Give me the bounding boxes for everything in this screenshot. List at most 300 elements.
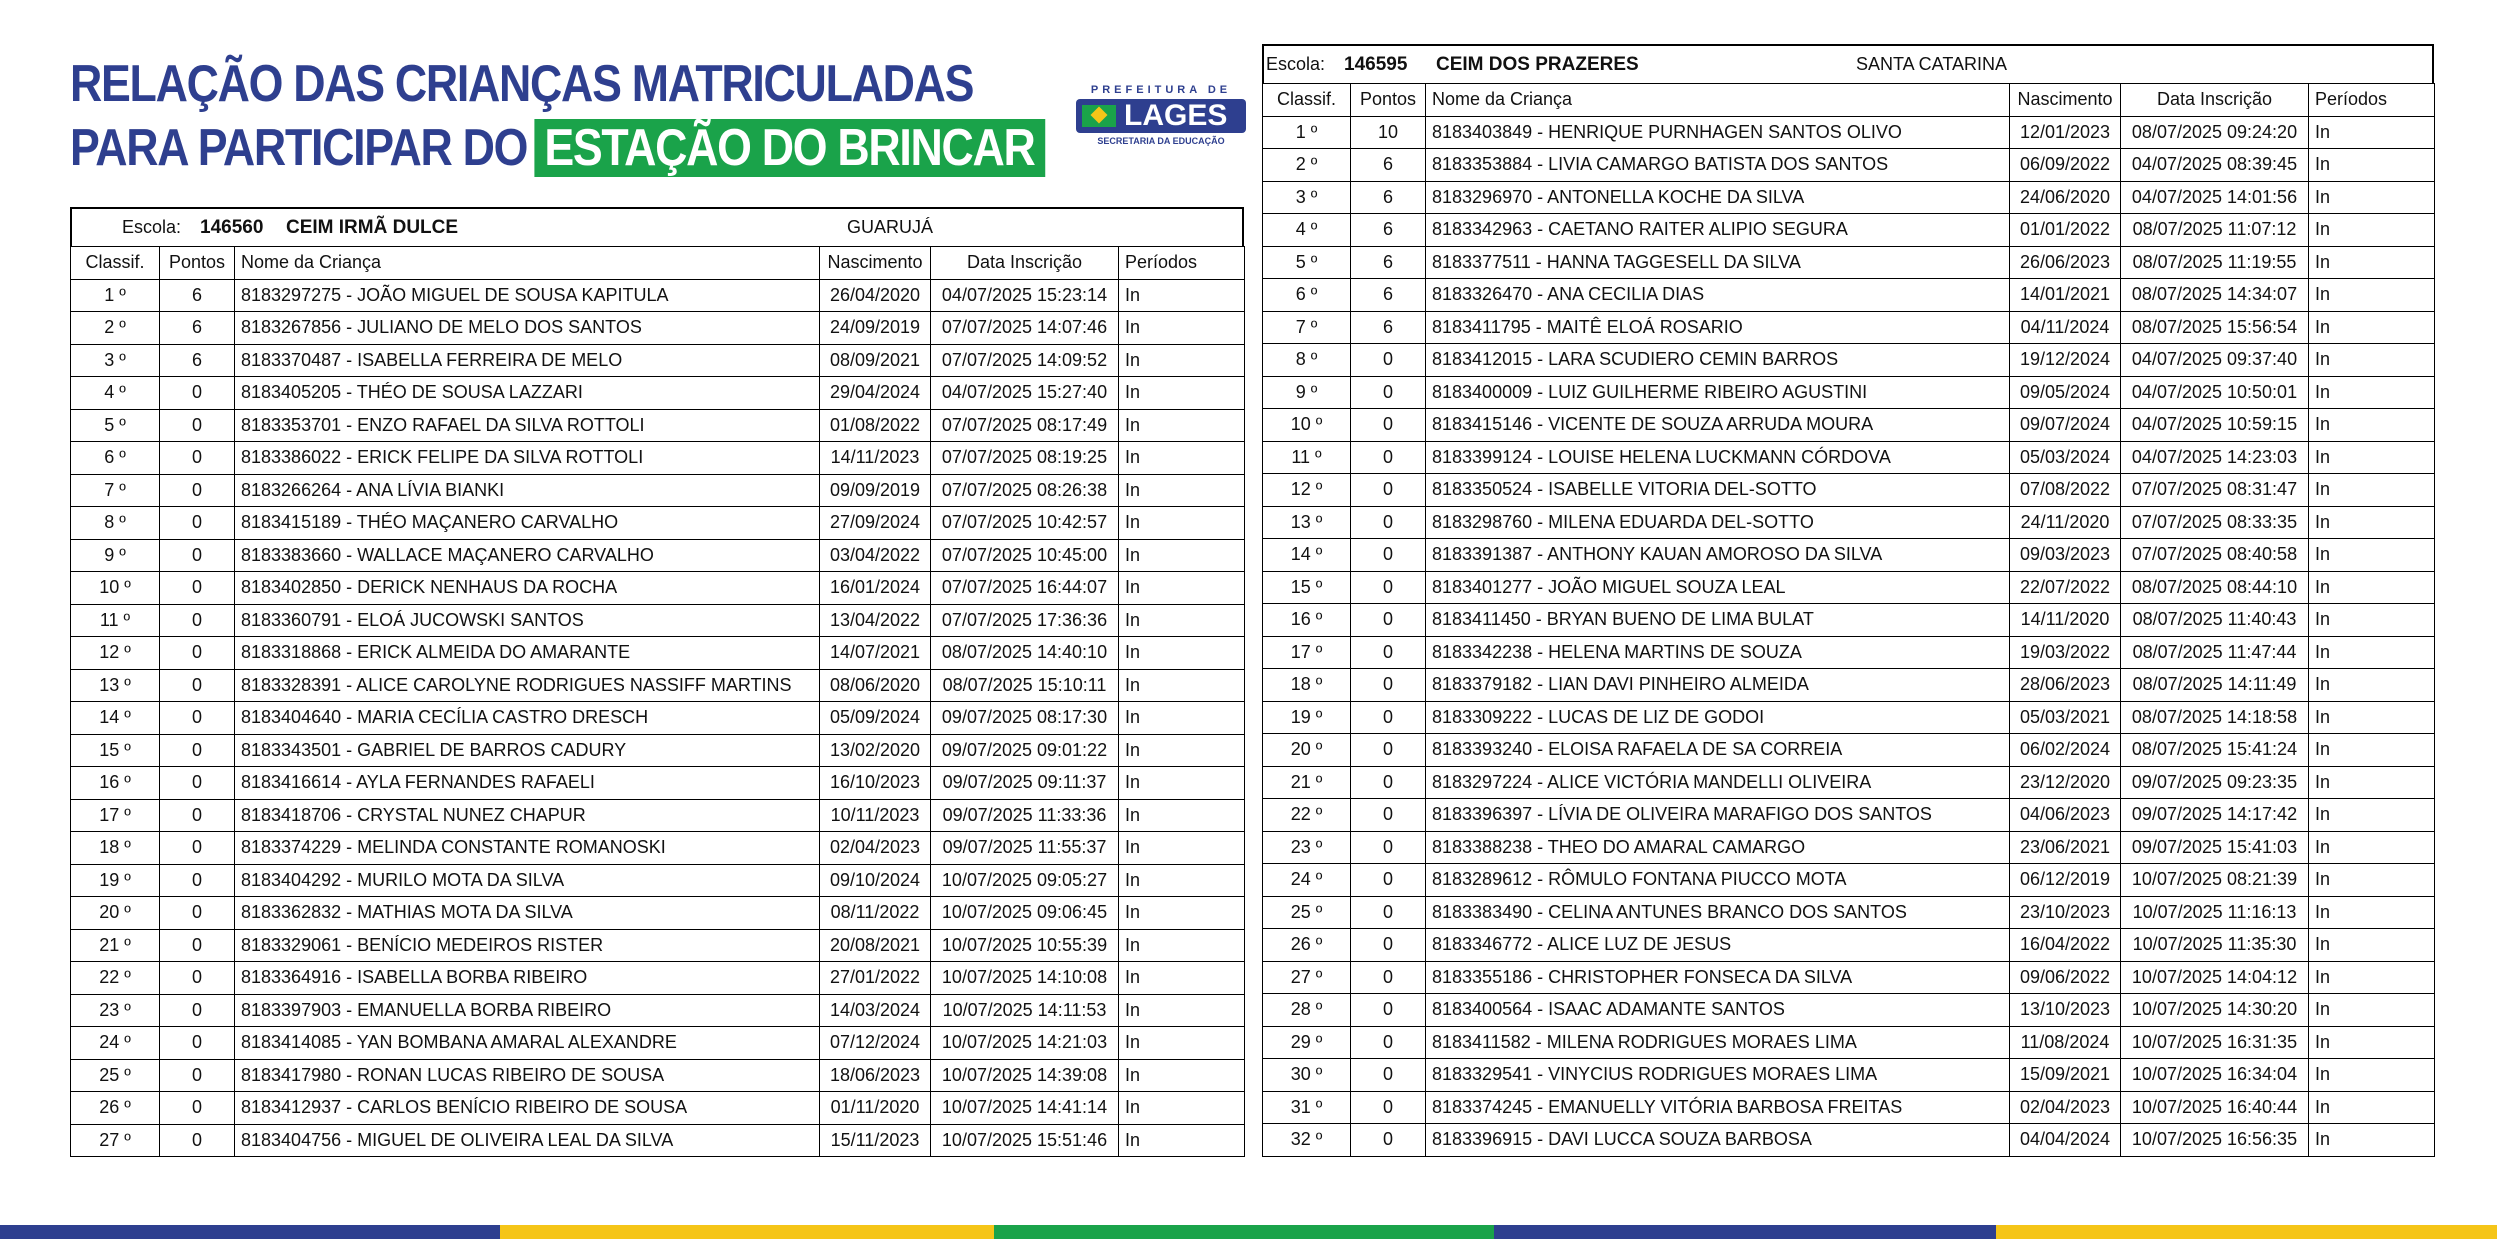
nascimento-cell: 01/01/2022: [2010, 214, 2121, 247]
periodos-cell: In: [2309, 181, 2435, 214]
table-row: [71, 507, 1245, 540]
table-row: [1263, 1091, 2435, 1124]
nascimento-cell: 23/06/2021: [2010, 831, 2121, 864]
pontos-cell: 0: [160, 864, 235, 897]
nascimento-cell: 14/03/2024: [820, 994, 931, 1027]
nome-cell: 8183326470 - ANA CECILIA DIAS: [1426, 279, 2010, 312]
nome-cell: 8183388238 - THEO DO AMARAL CAMARGO: [1426, 831, 2010, 864]
classif-cell: 9 º: [1263, 376, 1351, 409]
periodos-cell: In: [1119, 994, 1245, 1027]
nascimento-cell: 11/08/2024: [2010, 1026, 2121, 1059]
periodos-cell: In: [1119, 864, 1245, 897]
periodos-cell: In: [1119, 1027, 1245, 1060]
periodos-cell: In: [1119, 1059, 1245, 1092]
nome-cell: 8183360791 - ELOÁ JUCOWSKI SANTOS: [235, 604, 820, 637]
footer-stripe-yellow-2: [1996, 1225, 2497, 1239]
nome-cell: 8183396915 - DAVI LUCCA SOUZA BARBOSA: [1426, 1124, 2010, 1157]
periodos-cell: In: [2309, 376, 2435, 409]
inscricao-cell: 09/07/2025 11:33:36: [931, 799, 1119, 832]
pontos-cell: 6: [1351, 181, 1426, 214]
pontos-cell: 0: [1351, 864, 1426, 897]
nome-cell: 8183297275 - JOÃO MIGUEL DE SOUSA KAPITULA: [235, 279, 820, 312]
inscricao-cell: 09/07/2025 15:41:03: [2121, 831, 2309, 864]
classif-cell: 19 º: [71, 864, 160, 897]
classif-cell: 1 º: [1263, 116, 1351, 149]
table-header-row: [1263, 84, 2435, 117]
inscricao-cell: 10/07/2025 14:11:53: [931, 994, 1119, 1027]
table-header-row: [71, 247, 1245, 280]
nome-cell: 8183396397 - LÍVIA DE OLIVEIRA MARAFIGO DOS SANTOS: [1426, 799, 2010, 832]
col-nome-header: Nome da Criança: [235, 247, 820, 280]
pontos-cell: 0: [1351, 1124, 1426, 1157]
periodos-cell: In: [1119, 279, 1245, 312]
nascimento-cell: 09/06/2022: [2010, 961, 2121, 994]
table-row: [1263, 181, 2435, 214]
nascimento-cell: 27/01/2022: [820, 962, 931, 995]
classif-cell: 14 º: [71, 702, 160, 735]
col-classif-header: Classif.: [71, 247, 160, 280]
nascimento-cell: 16/01/2024: [820, 572, 931, 605]
periodos-cell: In: [2309, 539, 2435, 572]
inscricao-cell: 08/07/2025 11:19:55: [2121, 246, 2309, 279]
nome-cell: 8183328391 - ALICE CAROLYNE RODRIGUES NASSIFF MARTINS: [235, 669, 820, 702]
periodos-cell: In: [1119, 702, 1245, 735]
pontos-cell: 0: [160, 734, 235, 767]
col-nome-header: Nome da Criança: [1426, 84, 2010, 117]
periodos-cell: In: [2309, 799, 2435, 832]
inscricao-cell: 07/07/2025 08:33:35: [2121, 506, 2309, 539]
table-row: [1263, 929, 2435, 962]
inscricao-cell: 07/07/2025 08:17:49: [931, 409, 1119, 442]
nascimento-cell: 14/11/2020: [2010, 604, 2121, 637]
nascimento-cell: 01/08/2022: [820, 409, 931, 442]
inscricao-cell: 07/07/2025 14:07:46: [931, 312, 1119, 345]
school-district: GUARUJÁ: [847, 217, 934, 237]
pontos-cell: 0: [160, 994, 235, 1027]
table-row: [1263, 279, 2435, 312]
classif-cell: 2 º: [1263, 149, 1351, 182]
classif-cell: 1 º: [71, 279, 160, 312]
periodos-cell: In: [2309, 1026, 2435, 1059]
classif-cell: 7 º: [71, 474, 160, 507]
table-row: [1263, 994, 2435, 1027]
classif-cell: 23 º: [71, 994, 160, 1027]
pontos-cell: 6: [1351, 279, 1426, 312]
classif-cell: 24 º: [71, 1027, 160, 1060]
pontos-cell: 0: [1351, 1091, 1426, 1124]
periodos-cell: In: [2309, 766, 2435, 799]
school-panel-right: [1262, 44, 2434, 1157]
inscricao-cell: 08/07/2025 11:47:44: [2121, 636, 2309, 669]
inscricao-cell: 10/07/2025 15:51:46: [931, 1124, 1119, 1157]
nome-cell: 8183400009 - LUIZ GUILHERME RIBEIRO AGUSTINI: [1426, 376, 2010, 409]
table-row: [1263, 149, 2435, 182]
nascimento-cell: 05/03/2024: [2010, 441, 2121, 474]
periodos-cell: In: [2309, 506, 2435, 539]
classif-cell: 31 º: [1263, 1091, 1351, 1124]
classif-cell: 11 º: [1263, 441, 1351, 474]
periodos-cell: In: [2309, 669, 2435, 702]
nome-cell: 8183391387 - ANTHONY KAUAN AMOROSO DA SILVA: [1426, 539, 2010, 572]
pontos-cell: 0: [160, 442, 235, 475]
classif-cell: 15 º: [1263, 571, 1351, 604]
classif-cell: 32 º: [1263, 1124, 1351, 1157]
nome-cell: 8183383490 - CELINA ANTUNES BRANCO DOS SANTOS: [1426, 896, 2010, 929]
table-row: [1263, 799, 2435, 832]
nascimento-cell: 19/12/2024: [2010, 344, 2121, 377]
pontos-cell: 0: [160, 539, 235, 572]
inscricao-cell: 10/07/2025 14:41:14: [931, 1092, 1119, 1125]
flag-icon: [1082, 105, 1116, 127]
inscricao-cell: 07/07/2025 10:45:00: [931, 539, 1119, 572]
table-row: [71, 312, 1245, 345]
inscricao-cell: 07/07/2025 08:31:47: [2121, 474, 2309, 507]
nome-cell: 8183374229 - MELINDA CONSTANTE ROMANOSKI: [235, 832, 820, 865]
inscricao-cell: 04/07/2025 15:27:40: [931, 377, 1119, 410]
nome-cell: 8183364916 - ISABELLA BORBA RIBEIRO: [235, 962, 820, 995]
table-row: [71, 279, 1245, 312]
nascimento-cell: 28/06/2023: [2010, 669, 2121, 702]
col-pontos-header: Pontos: [1351, 84, 1426, 117]
inscricao-cell: 10/07/2025 11:16:13: [2121, 896, 2309, 929]
table-row: [1263, 896, 2435, 929]
table-row: [71, 572, 1245, 605]
nascimento-cell: 24/11/2020: [2010, 506, 2121, 539]
nascimento-cell: 24/09/2019: [820, 312, 931, 345]
nome-cell: 8183353701 - ENZO RAFAEL DA SILVA ROTTOLI: [235, 409, 820, 442]
periodos-cell: In: [2309, 441, 2435, 474]
table-row: [1263, 1059, 2435, 1092]
periodos-cell: In: [2309, 864, 2435, 897]
table-row: [1263, 376, 2435, 409]
periodos-cell: In: [2309, 149, 2435, 182]
classif-cell: 12 º: [71, 637, 160, 670]
col-periodos-header: Períodos: [2309, 84, 2435, 117]
pontos-cell: 0: [160, 669, 235, 702]
pontos-cell: 0: [1351, 539, 1426, 572]
nome-cell: 8183416614 - AYLA FERNANDES RAFAELI: [235, 767, 820, 800]
table-row: [1263, 831, 2435, 864]
periodos-cell: In: [2309, 1124, 2435, 1157]
nascimento-cell: 08/06/2020: [820, 669, 931, 702]
periodos-cell: In: [1119, 1092, 1245, 1125]
table-row: [71, 474, 1245, 507]
table-row: [1263, 474, 2435, 507]
nascimento-cell: 22/07/2022: [2010, 571, 2121, 604]
school-name: CEIM IRMÃ DULCE: [286, 217, 459, 238]
periodos-cell: In: [1119, 344, 1245, 377]
nome-cell: 8183329061 - BENÍCIO MEDEIROS RISTER: [235, 929, 820, 962]
classif-cell: 23 º: [1263, 831, 1351, 864]
pontos-cell: 0: [160, 1027, 235, 1060]
pontos-cell: 0: [1351, 1026, 1426, 1059]
pontos-cell: 0: [1351, 344, 1426, 377]
table-row: [1263, 669, 2435, 702]
nascimento-cell: 14/01/2021: [2010, 279, 2121, 312]
classif-cell: 15 º: [71, 734, 160, 767]
school-code: 146560: [200, 217, 264, 238]
title-line-1-text: RELAÇÃO DAS CRIANÇAS MATRICULADAS: [70, 55, 974, 113]
nome-cell: 8183343501 - GABRIEL DE BARROS CADURY: [235, 734, 820, 767]
classif-cell: 14 º: [1263, 539, 1351, 572]
classif-cell: 26 º: [1263, 929, 1351, 962]
inscricao-cell: 08/07/2025 14:11:49: [2121, 669, 2309, 702]
classif-cell: 20 º: [71, 897, 160, 930]
pontos-cell: 6: [1351, 149, 1426, 182]
nome-cell: 8183393240 - ELOISA RAFAELA DE SA CORREIA: [1426, 734, 2010, 767]
inscricao-cell: 09/07/2025 09:01:22: [931, 734, 1119, 767]
classif-cell: 10 º: [1263, 409, 1351, 442]
inscricao-cell: 07/07/2025 08:19:25: [931, 442, 1119, 475]
nome-cell: 8183418706 - CRYSTAL NUNEZ CHAPUR: [235, 799, 820, 832]
nascimento-cell: 14/11/2023: [820, 442, 931, 475]
periodos-cell: In: [2309, 701, 2435, 734]
periodos-cell: In: [2309, 831, 2435, 864]
classif-cell: 29 º: [1263, 1026, 1351, 1059]
nascimento-cell: 14/07/2021: [820, 637, 931, 670]
nome-cell: 8183266264 - ANA LÍVIA BIANKI: [235, 474, 820, 507]
nome-cell: 8183404640 - MARIA CECÍLIA CASTRO DRESCH: [235, 702, 820, 735]
nascimento-cell: 26/04/2020: [820, 279, 931, 312]
table-row: [1263, 864, 2435, 897]
pontos-cell: 0: [1351, 701, 1426, 734]
classif-cell: 19 º: [1263, 701, 1351, 734]
classif-cell: 30 º: [1263, 1059, 1351, 1092]
nome-cell: 8183400564 - ISAAC ADAMANTE SANTOS: [1426, 994, 2010, 1027]
pontos-cell: 0: [160, 604, 235, 637]
classif-cell: 22 º: [1263, 799, 1351, 832]
nome-cell: 8183362832 - MATHIAS MOTA DA SILVA: [235, 897, 820, 930]
nome-cell: 8183353884 - LIVIA CAMARGO BATISTA DOS SANTOS: [1426, 149, 2010, 182]
periodos-cell: In: [1119, 604, 1245, 637]
table-body: [71, 279, 1245, 1157]
table-row: [1263, 1026, 2435, 1059]
pontos-cell: 0: [160, 474, 235, 507]
inscricao-cell: 04/07/2025 09:37:40: [2121, 344, 2309, 377]
nome-cell: 8183267856 - JULIANO DE MELO DOS SANTOS: [235, 312, 820, 345]
footer-stripe-blue-2: [1494, 1225, 1996, 1239]
periodos-cell: In: [1119, 767, 1245, 800]
inscricao-cell: 10/07/2025 10:55:39: [931, 929, 1119, 962]
classif-cell: 18 º: [71, 832, 160, 865]
nascimento-cell: 05/09/2024: [820, 702, 931, 735]
pontos-cell: 0: [160, 702, 235, 735]
table-row: [71, 377, 1245, 410]
enrollment-table: [70, 246, 1245, 1157]
col-nascimento-header: Nascimento: [820, 247, 931, 280]
nome-cell: 8183417980 - RONAN LUCAS RIBEIRO DE SOUSA: [235, 1059, 820, 1092]
nascimento-cell: 06/12/2019: [2010, 864, 2121, 897]
nascimento-cell: 15/09/2021: [2010, 1059, 2121, 1092]
nome-cell: 8183374245 - EMANUELLY VITÓRIA BARBOSA FREITAS: [1426, 1091, 2010, 1124]
nascimento-cell: 19/03/2022: [2010, 636, 2121, 669]
table-row: [71, 344, 1245, 377]
table-row: [1263, 311, 2435, 344]
periodos-cell: In: [2309, 311, 2435, 344]
classif-cell: 13 º: [71, 669, 160, 702]
inscricao-cell: 08/07/2025 08:44:10: [2121, 571, 2309, 604]
nome-cell: 8183297224 - ALICE VICTÓRIA MANDELLI OLIVEIRA: [1426, 766, 2010, 799]
nome-cell: 8183309222 - LUCAS DE LIZ DE GODOI: [1426, 701, 2010, 734]
classif-cell: 17 º: [71, 799, 160, 832]
nascimento-cell: 04/06/2023: [2010, 799, 2121, 832]
nome-cell: 8183411795 - MAITÊ ELOÁ ROSARIO: [1426, 311, 2010, 344]
nome-cell: 8183411582 - MILENA RODRIGUES MORAES LIMA: [1426, 1026, 2010, 1059]
nome-cell: 8183318868 - ERICK ALMEIDA DO AMARANTE: [235, 637, 820, 670]
nascimento-cell: 02/04/2023: [2010, 1091, 2121, 1124]
nascimento-cell: 09/09/2019: [820, 474, 931, 507]
nome-cell: 8183370487 - ISABELLA FERREIRA DE MELO: [235, 344, 820, 377]
inscricao-cell: 10/07/2025 14:39:08: [931, 1059, 1119, 1092]
periodos-cell: In: [2309, 214, 2435, 247]
school-district: SANTA CATARINA: [1856, 54, 2008, 74]
inscricao-cell: 10/07/2025 14:10:08: [931, 962, 1119, 995]
classif-cell: 25 º: [1263, 896, 1351, 929]
nascimento-cell: 26/06/2023: [2010, 246, 2121, 279]
col-periodos-header: Períodos: [1119, 247, 1245, 280]
col-nascimento-header: Nascimento: [2010, 84, 2121, 117]
inscricao-cell: 10/07/2025 16:40:44: [2121, 1091, 2309, 1124]
table-row: [1263, 506, 2435, 539]
nascimento-cell: 04/04/2024: [2010, 1124, 2121, 1157]
col-pontos-header: Pontos: [160, 247, 235, 280]
nome-cell: 8183346772 - ALICE LUZ DE JESUS: [1426, 929, 2010, 962]
classif-cell: 22 º: [71, 962, 160, 995]
pontos-cell: 0: [1351, 669, 1426, 702]
periodos-cell: In: [2309, 1059, 2435, 1092]
nome-cell: 8183399124 - LOUISE HELENA LUCKMANN CÓRDOVA: [1426, 441, 2010, 474]
table-row: [1263, 539, 2435, 572]
nascimento-cell: 13/04/2022: [820, 604, 931, 637]
title-line-1: [70, 52, 974, 116]
pontos-cell: 0: [1351, 604, 1426, 637]
school-label: Escola:: [122, 217, 182, 237]
inscricao-cell: 08/07/2025 15:41:24: [2121, 734, 2309, 767]
inscricao-cell: 04/07/2025 15:23:14: [931, 279, 1119, 312]
periodos-cell: In: [1119, 312, 1245, 345]
table-row: [71, 897, 1245, 930]
classif-cell: 3 º: [1263, 181, 1351, 214]
table-row: [1263, 214, 2435, 247]
inscricao-cell: 04/07/2025 08:39:45: [2121, 149, 2309, 182]
classif-cell: 5 º: [71, 409, 160, 442]
enrollment-table: [1262, 83, 2435, 1157]
inscricao-cell: 04/07/2025 14:01:56: [2121, 181, 2309, 214]
table-row: [71, 539, 1245, 572]
periodos-cell: In: [1119, 377, 1245, 410]
classif-cell: 6 º: [71, 442, 160, 475]
pontos-cell: 10: [1351, 116, 1426, 149]
table-row: [71, 442, 1245, 475]
pontos-cell: 0: [1351, 961, 1426, 994]
pontos-cell: 0: [160, 637, 235, 670]
nascimento-cell: 23/10/2023: [2010, 896, 2121, 929]
nascimento-cell: 03/04/2022: [820, 539, 931, 572]
nascimento-cell: 18/06/2023: [820, 1059, 931, 1092]
periodos-cell: In: [1119, 1124, 1245, 1157]
footer-stripe-green: [994, 1225, 1494, 1239]
nome-cell: 8183386022 - ERICK FELIPE DA SILVA ROTTOLI: [235, 442, 820, 475]
classif-cell: 12 º: [1263, 474, 1351, 507]
nascimento-cell: 13/10/2023: [2010, 994, 2121, 1027]
pontos-cell: 0: [160, 929, 235, 962]
nome-cell: 8183397903 - EMANUELLA BORBA RIBEIRO: [235, 994, 820, 1027]
nome-cell: 8183404756 - MIGUEL DE OLIVEIRA LEAL DA SILVA: [235, 1124, 820, 1157]
inscricao-cell: 09/07/2025 14:17:42: [2121, 799, 2309, 832]
table-row: [1263, 604, 2435, 637]
pontos-cell: 0: [160, 409, 235, 442]
table-row: [71, 962, 1245, 995]
pontos-cell: 0: [160, 377, 235, 410]
nome-cell: 8183289612 - RÔMULO FONTANA PIUCCO MOTA: [1426, 864, 2010, 897]
nascimento-cell: 09/05/2024: [2010, 376, 2121, 409]
pontos-cell: 0: [160, 1059, 235, 1092]
pontos-cell: 0: [1351, 799, 1426, 832]
lages-logo: [1076, 84, 1246, 156]
table-row: [1263, 961, 2435, 994]
classif-cell: 24 º: [1263, 864, 1351, 897]
table-row: [71, 409, 1245, 442]
nascimento-cell: 08/09/2021: [820, 344, 931, 377]
nascimento-cell: 16/10/2023: [820, 767, 931, 800]
inscricao-cell: 08/07/2025 11:07:12: [2121, 214, 2309, 247]
pontos-cell: 0: [1351, 376, 1426, 409]
table-row: [1263, 734, 2435, 767]
pontos-cell: 0: [160, 507, 235, 540]
nome-cell: 8183401277 - JOÃO MIGUEL SOUZA LEAL: [1426, 571, 2010, 604]
periodos-cell: In: [2309, 636, 2435, 669]
classif-cell: 2 º: [71, 312, 160, 345]
title-highlight: ESTAÇÃO DO BRINCAR: [534, 119, 1045, 177]
nome-cell: 8183403849 - HENRIQUE PURNHAGEN SANTOS OLIVO: [1426, 116, 2010, 149]
classif-cell: 17 º: [1263, 636, 1351, 669]
periodos-cell: In: [1119, 734, 1245, 767]
classif-cell: 7 º: [1263, 311, 1351, 344]
classif-cell: 8 º: [1263, 344, 1351, 377]
inscricao-cell: 04/07/2025 14:23:03: [2121, 441, 2309, 474]
pontos-cell: 0: [1351, 441, 1426, 474]
periodos-cell: In: [2309, 409, 2435, 442]
classif-cell: 10 º: [71, 572, 160, 605]
periodos-cell: In: [2309, 344, 2435, 377]
footer-stripe-yellow: [500, 1225, 994, 1239]
periodos-cell: In: [1119, 442, 1245, 475]
periodos-cell: In: [1119, 832, 1245, 865]
inscricao-cell: 07/07/2025 16:44:07: [931, 572, 1119, 605]
col-inscricao-header: Data Inscrição: [2121, 84, 2309, 117]
nome-cell: 8183379182 - LIAN DAVI PINHEIRO ALMEIDA: [1426, 669, 2010, 702]
nascimento-cell: 05/03/2021: [2010, 701, 2121, 734]
logo-city-text: LAGES: [1124, 99, 1228, 132]
pontos-cell: 6: [160, 312, 235, 345]
pontos-cell: 6: [1351, 214, 1426, 247]
periodos-cell: In: [1119, 929, 1245, 962]
table-row: [1263, 571, 2435, 604]
inscricao-cell: 10/07/2025 08:21:39: [2121, 864, 2309, 897]
table-row: [71, 1092, 1245, 1125]
table-row: [1263, 1124, 2435, 1157]
classif-cell: 25 º: [71, 1059, 160, 1092]
table-row: [71, 864, 1245, 897]
table-row: [71, 799, 1245, 832]
periodos-cell: In: [2309, 929, 2435, 962]
nascimento-cell: 09/10/2024: [820, 864, 931, 897]
classif-cell: 26 º: [71, 1092, 160, 1125]
pontos-cell: 6: [160, 344, 235, 377]
inscricao-cell: 04/07/2025 10:50:01: [2121, 376, 2309, 409]
nascimento-cell: 09/03/2023: [2010, 539, 2121, 572]
inscricao-cell: 10/07/2025 14:21:03: [931, 1027, 1119, 1060]
